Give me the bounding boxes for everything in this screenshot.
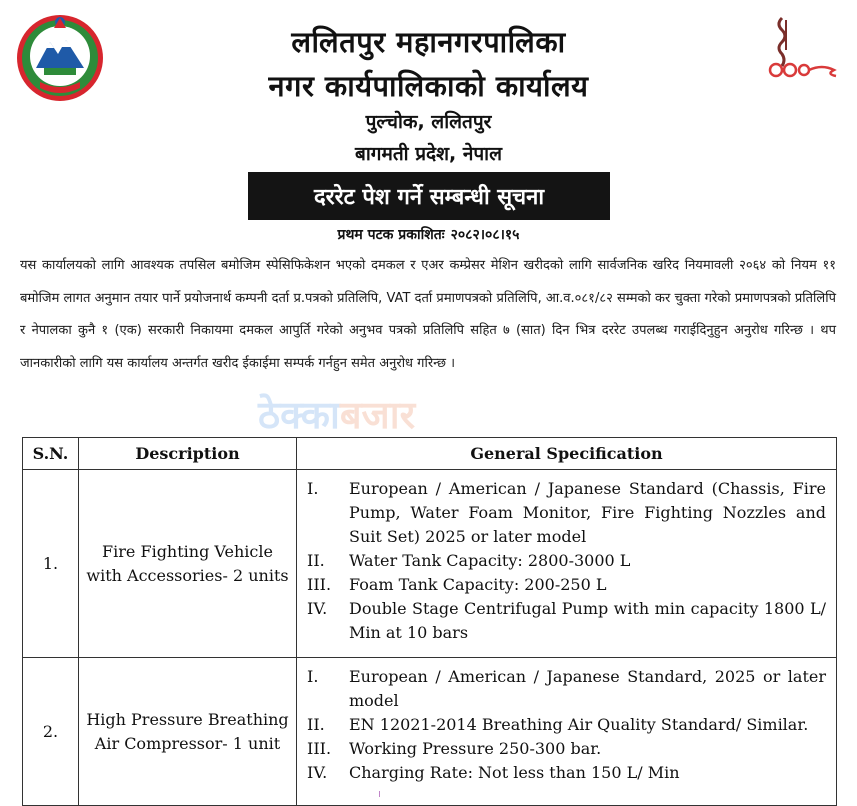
spec-num: IV.	[307, 763, 328, 782]
row-spec-list	[297, 658, 837, 806]
spec-item	[307, 713, 826, 737]
specification-table	[22, 437, 837, 806]
row-sn: 2.	[23, 658, 79, 806]
spec-text: European / American / Japanese Standard, 2025 or later model	[349, 667, 826, 710]
spec-item	[307, 597, 826, 645]
spec-num: IV.	[307, 599, 328, 618]
spec-num: II.	[307, 715, 325, 734]
spec-item	[307, 665, 826, 713]
watermark-part-1: ठेक्का	[258, 393, 340, 437]
spec-text: European / American / Japanese Standard (Chassis, Fire Pump, Water Foam Monitor, Fire Fighting Nozzles and Suit Set) 2025 or later model	[349, 479, 826, 546]
office-name: नगर कार्यपालिकाको कार्यालय	[268, 69, 589, 103]
spec-item	[307, 477, 826, 549]
spec-item	[307, 549, 826, 573]
spec-item	[307, 573, 826, 597]
row-sn: 1.	[23, 470, 79, 658]
watermark-part-2: बजार	[339, 393, 416, 437]
office-address: पुल्चोक, ललितपुर	[365, 111, 492, 133]
spec-text: Double Stage Centrifugal Pump with min capacity 1800 L/ Min at 10 bars	[349, 599, 826, 642]
scan-mark	[379, 791, 380, 797]
spec-num: I.	[307, 479, 319, 498]
spec-num: III.	[307, 575, 332, 594]
notice-title: दररेट पेश गर्ने सम्बन्धी सूचना	[248, 172, 610, 220]
publish-date-line	[0, 225, 857, 244]
spec-text: Foam Tank Capacity: 200-250 L	[349, 575, 607, 594]
header-sn: S.N.	[23, 438, 79, 470]
spec-text: EN 12021-2014 Breathing Air Quality Standard/ Similar.	[349, 715, 809, 734]
spec-text: Working Pressure 250-300 bar.	[349, 739, 602, 758]
notice-body: यस कार्यालयको लागि आवश्यक तपसिल बमोजिम स्पेसिफिकेशन भएको दमकल र एअर कम्प्रेसर मेशिन खरीदको लागि सार्वजनिक खरिद नियमावली २०६४ को नियम ११ बमोजिम लागत अनुमान तयार पार्ने प्रयोजनार्थ कम्पनी दर्ता प्र.पत्रको प्रतिलिपि, VAT दर्ता प्रमाणपत्रको प्रतिलिपि, आ.व.०८१/८२ सम्मको कर चुक्ता गरेको प्रमाणपत्रको प्रतिलिपि र नेपालका कुनै १ (एक) सरकारी निकायमा दमकल आपुर्ति गरेको अनुभव पत्रको प्रतिलिपि सहित ७ (सात) दिन भित्र दररेट उपलब्ध गराईदिनुहुन अनुरोध गरिन्छ । थप जानकारीको लागि यस कार्यालय अन्तर्गत खरीद ईकाईमा सम्पर्क गर्नहुन समेत अनुरोध गरिन्छ ।	[20, 258, 836, 371]
spec-item	[307, 737, 826, 761]
publish-date: २०८२।०८।१५	[450, 227, 520, 243]
table-row	[23, 658, 837, 806]
table-row	[23, 470, 837, 658]
spec-text: Water Tank Capacity: 2800-3000 L	[349, 551, 631, 570]
publish-label: प्रथम पटक प्रकाशितः	[337, 227, 445, 243]
spec-num: II.	[307, 551, 325, 570]
spec-num: III.	[307, 739, 332, 758]
row-description: High Pressure Breathing Air Compressor- 1 unit	[79, 658, 297, 806]
spec-text: Charging Rate: Not less than 150 L/ Min	[349, 763, 680, 782]
municipality-name: ललितपुर महानगरपालिका	[291, 25, 566, 59]
spec-num: I.	[307, 667, 319, 686]
province-country: बागमती प्रदेश, नेपाल	[355, 143, 502, 165]
spec-item	[307, 761, 826, 785]
watermark	[258, 388, 598, 438]
table-header-row	[23, 438, 837, 470]
header-description: Description	[79, 438, 297, 470]
header-spec: General Specification	[297, 438, 837, 470]
row-spec-list	[297, 470, 837, 658]
row-description: Fire Fighting Vehicle with Accessories- 2 units	[79, 470, 297, 658]
